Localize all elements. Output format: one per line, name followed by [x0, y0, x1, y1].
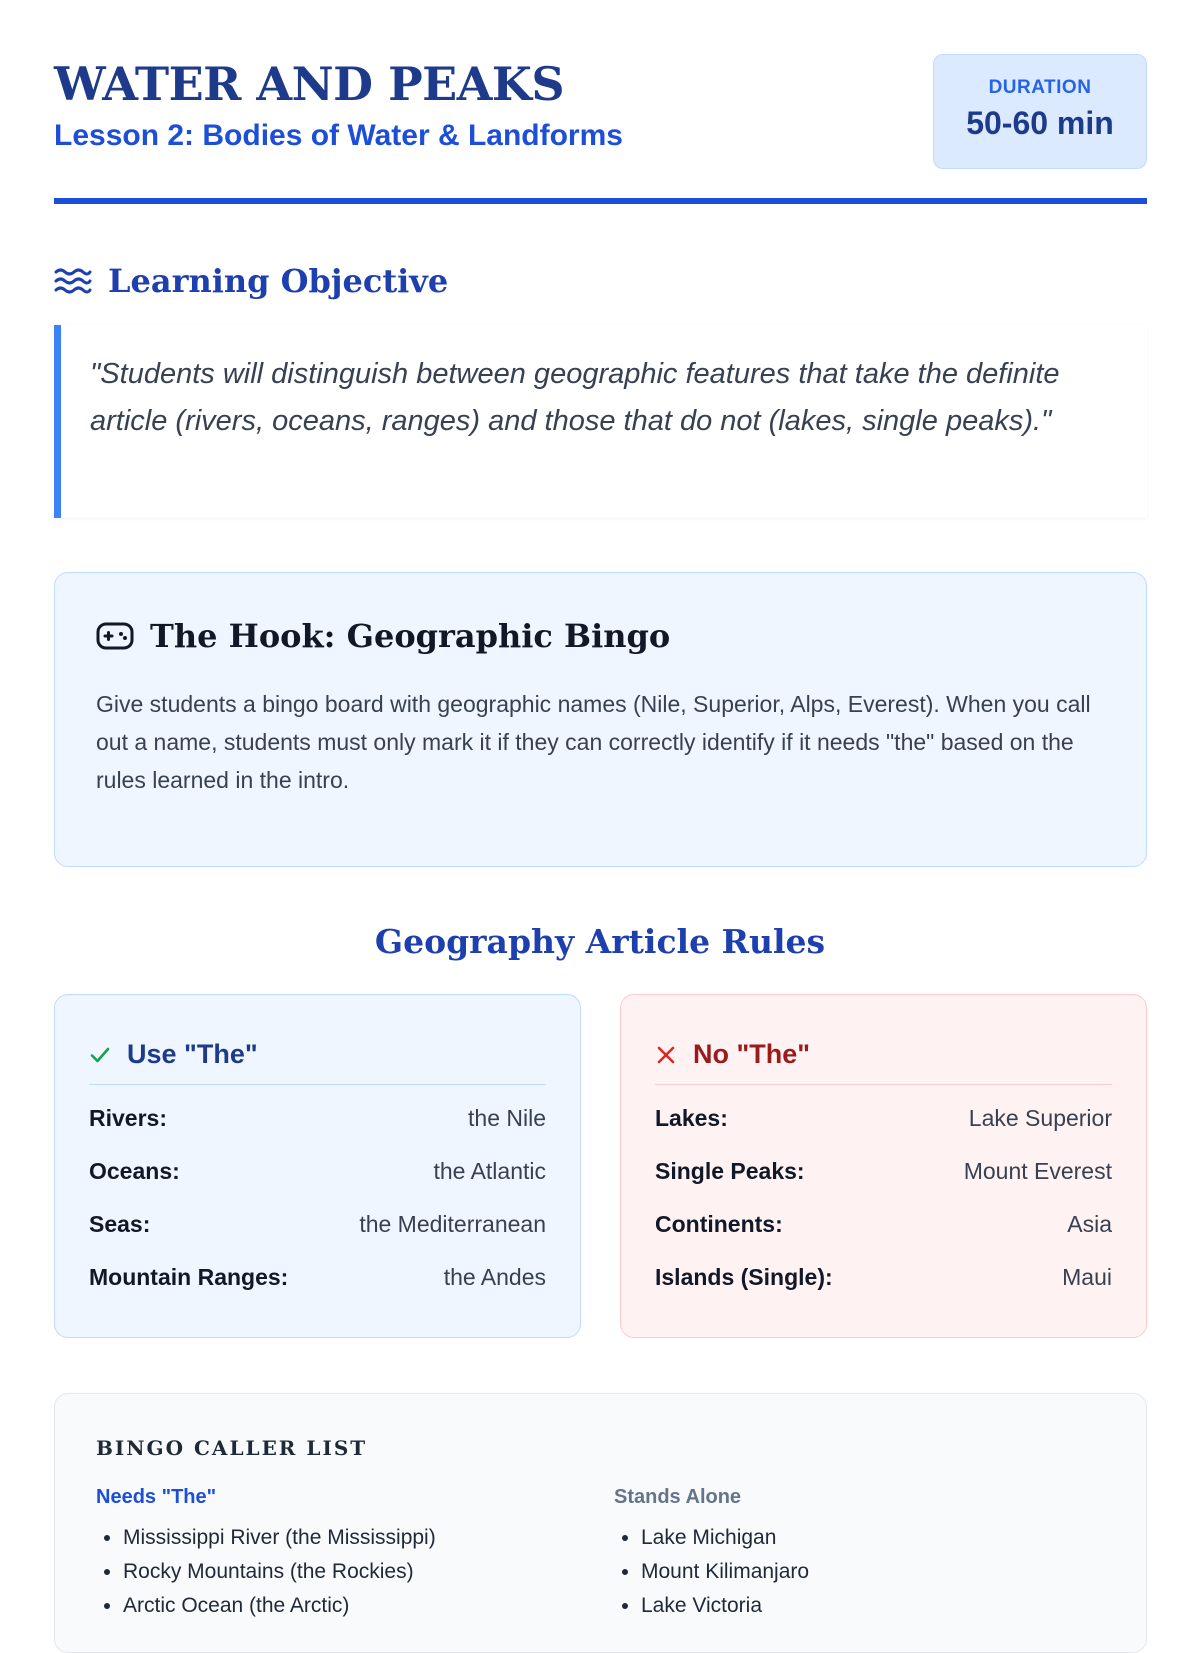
rule-row: [655, 1205, 1112, 1258]
stands-alone-column: [614, 1486, 1084, 1623]
hook-title: The Hook: Geographic Bingo: [150, 617, 671, 655]
header-divider: [54, 198, 1147, 204]
needs-the-list: [96, 1521, 566, 1623]
rule-category: Single Peaks:: [655, 1158, 805, 1184]
rule-row: [89, 1152, 546, 1205]
list-item: • Lake Victoria: [641, 1589, 1084, 1623]
list-item: • Mississippi River (the Mississippi): [123, 1521, 566, 1555]
objective-quote: "Students will distinguish between geographic features that take the definite article (rivers, oceans, ranges) and those that do not (lakes, single peaks).": [54, 325, 1147, 518]
use-the-heading: Use "The": [127, 1039, 258, 1069]
rule-category: Continents:: [655, 1211, 783, 1237]
rule-row: [655, 1152, 1112, 1205]
lesson-subtitle: Lesson 2: Bodies of Water & Landforms: [54, 119, 623, 152]
rule-category: Rivers:: [89, 1105, 167, 1131]
bingo-title: BINGO CALLER LIST: [96, 1436, 368, 1460]
hook-title-row: [96, 617, 670, 655]
rule-row: [89, 1205, 546, 1258]
rule-example: Mount Everest: [963, 1158, 1112, 1184]
rule-example: the Nile: [468, 1105, 546, 1131]
no-the-header: [655, 1025, 1112, 1085]
use-the-card: [54, 994, 581, 1338]
objective-heading-text: Learning Objective: [108, 262, 449, 300]
hook-description: Give students a bingo board with geographic names (Nile, Superior, Alps, Everest). When you call out a name, students must only mark it if they can correctly identify if it needs "the" based on the rules learned in the intro.: [96, 691, 1091, 793]
rule-category: Seas:: [89, 1211, 151, 1237]
no-the-rows: [655, 1099, 1112, 1311]
stands-alone-list: [614, 1521, 1084, 1623]
x-icon: [655, 1044, 677, 1066]
needs-the-column: [96, 1486, 566, 1623]
duration-value: 50-60 min: [966, 105, 1114, 141]
needs-the-title: Needs "The": [96, 1486, 217, 1508]
rule-category: Lakes:: [655, 1105, 728, 1131]
rule-category: Oceans:: [89, 1158, 180, 1184]
rule-example: Asia: [1067, 1211, 1112, 1237]
hook-card: [54, 572, 1147, 867]
use-the-header: [89, 1025, 546, 1085]
lesson-header: [54, 54, 1147, 204]
check-icon: [89, 1044, 111, 1066]
rule-row: [89, 1099, 546, 1152]
rule-example: Maui: [1062, 1264, 1112, 1290]
rule-category: Mountain Ranges:: [89, 1264, 289, 1290]
list-item: • Lake Michigan: [641, 1521, 1084, 1555]
no-the-card: [620, 994, 1147, 1338]
no-the-heading: No "The": [693, 1039, 811, 1069]
stands-alone-title: Stands Alone: [614, 1486, 742, 1508]
list-item: • Rocky Mountains (the Rockies): [123, 1555, 566, 1589]
duration-badge: [933, 54, 1147, 169]
use-the-rows: [89, 1099, 546, 1311]
waves-icon: [54, 266, 92, 296]
rules-title: Geography Article Rules: [374, 922, 826, 961]
rule-example: Lake Superior: [968, 1105, 1112, 1131]
page-title: WATER AND PEAKS: [54, 57, 565, 111]
list-item: • Mount Kilimanjaro: [641, 1555, 1084, 1589]
objective-heading: [54, 260, 448, 302]
gamepad-icon: [96, 621, 134, 651]
rule-row: [89, 1258, 546, 1311]
bingo-caller-card: [54, 1393, 1147, 1653]
rule-row: [655, 1099, 1112, 1152]
rule-example: the Atlantic: [433, 1158, 546, 1184]
rule-row: [655, 1258, 1112, 1311]
rule-example: the Andes: [443, 1264, 546, 1290]
rule-example: the Mediterranean: [359, 1211, 546, 1237]
rule-category: Islands (Single):: [655, 1264, 833, 1290]
list-item: • Arctic Ocean (the Arctic): [123, 1589, 566, 1623]
duration-label: DURATION: [988, 77, 1092, 98]
